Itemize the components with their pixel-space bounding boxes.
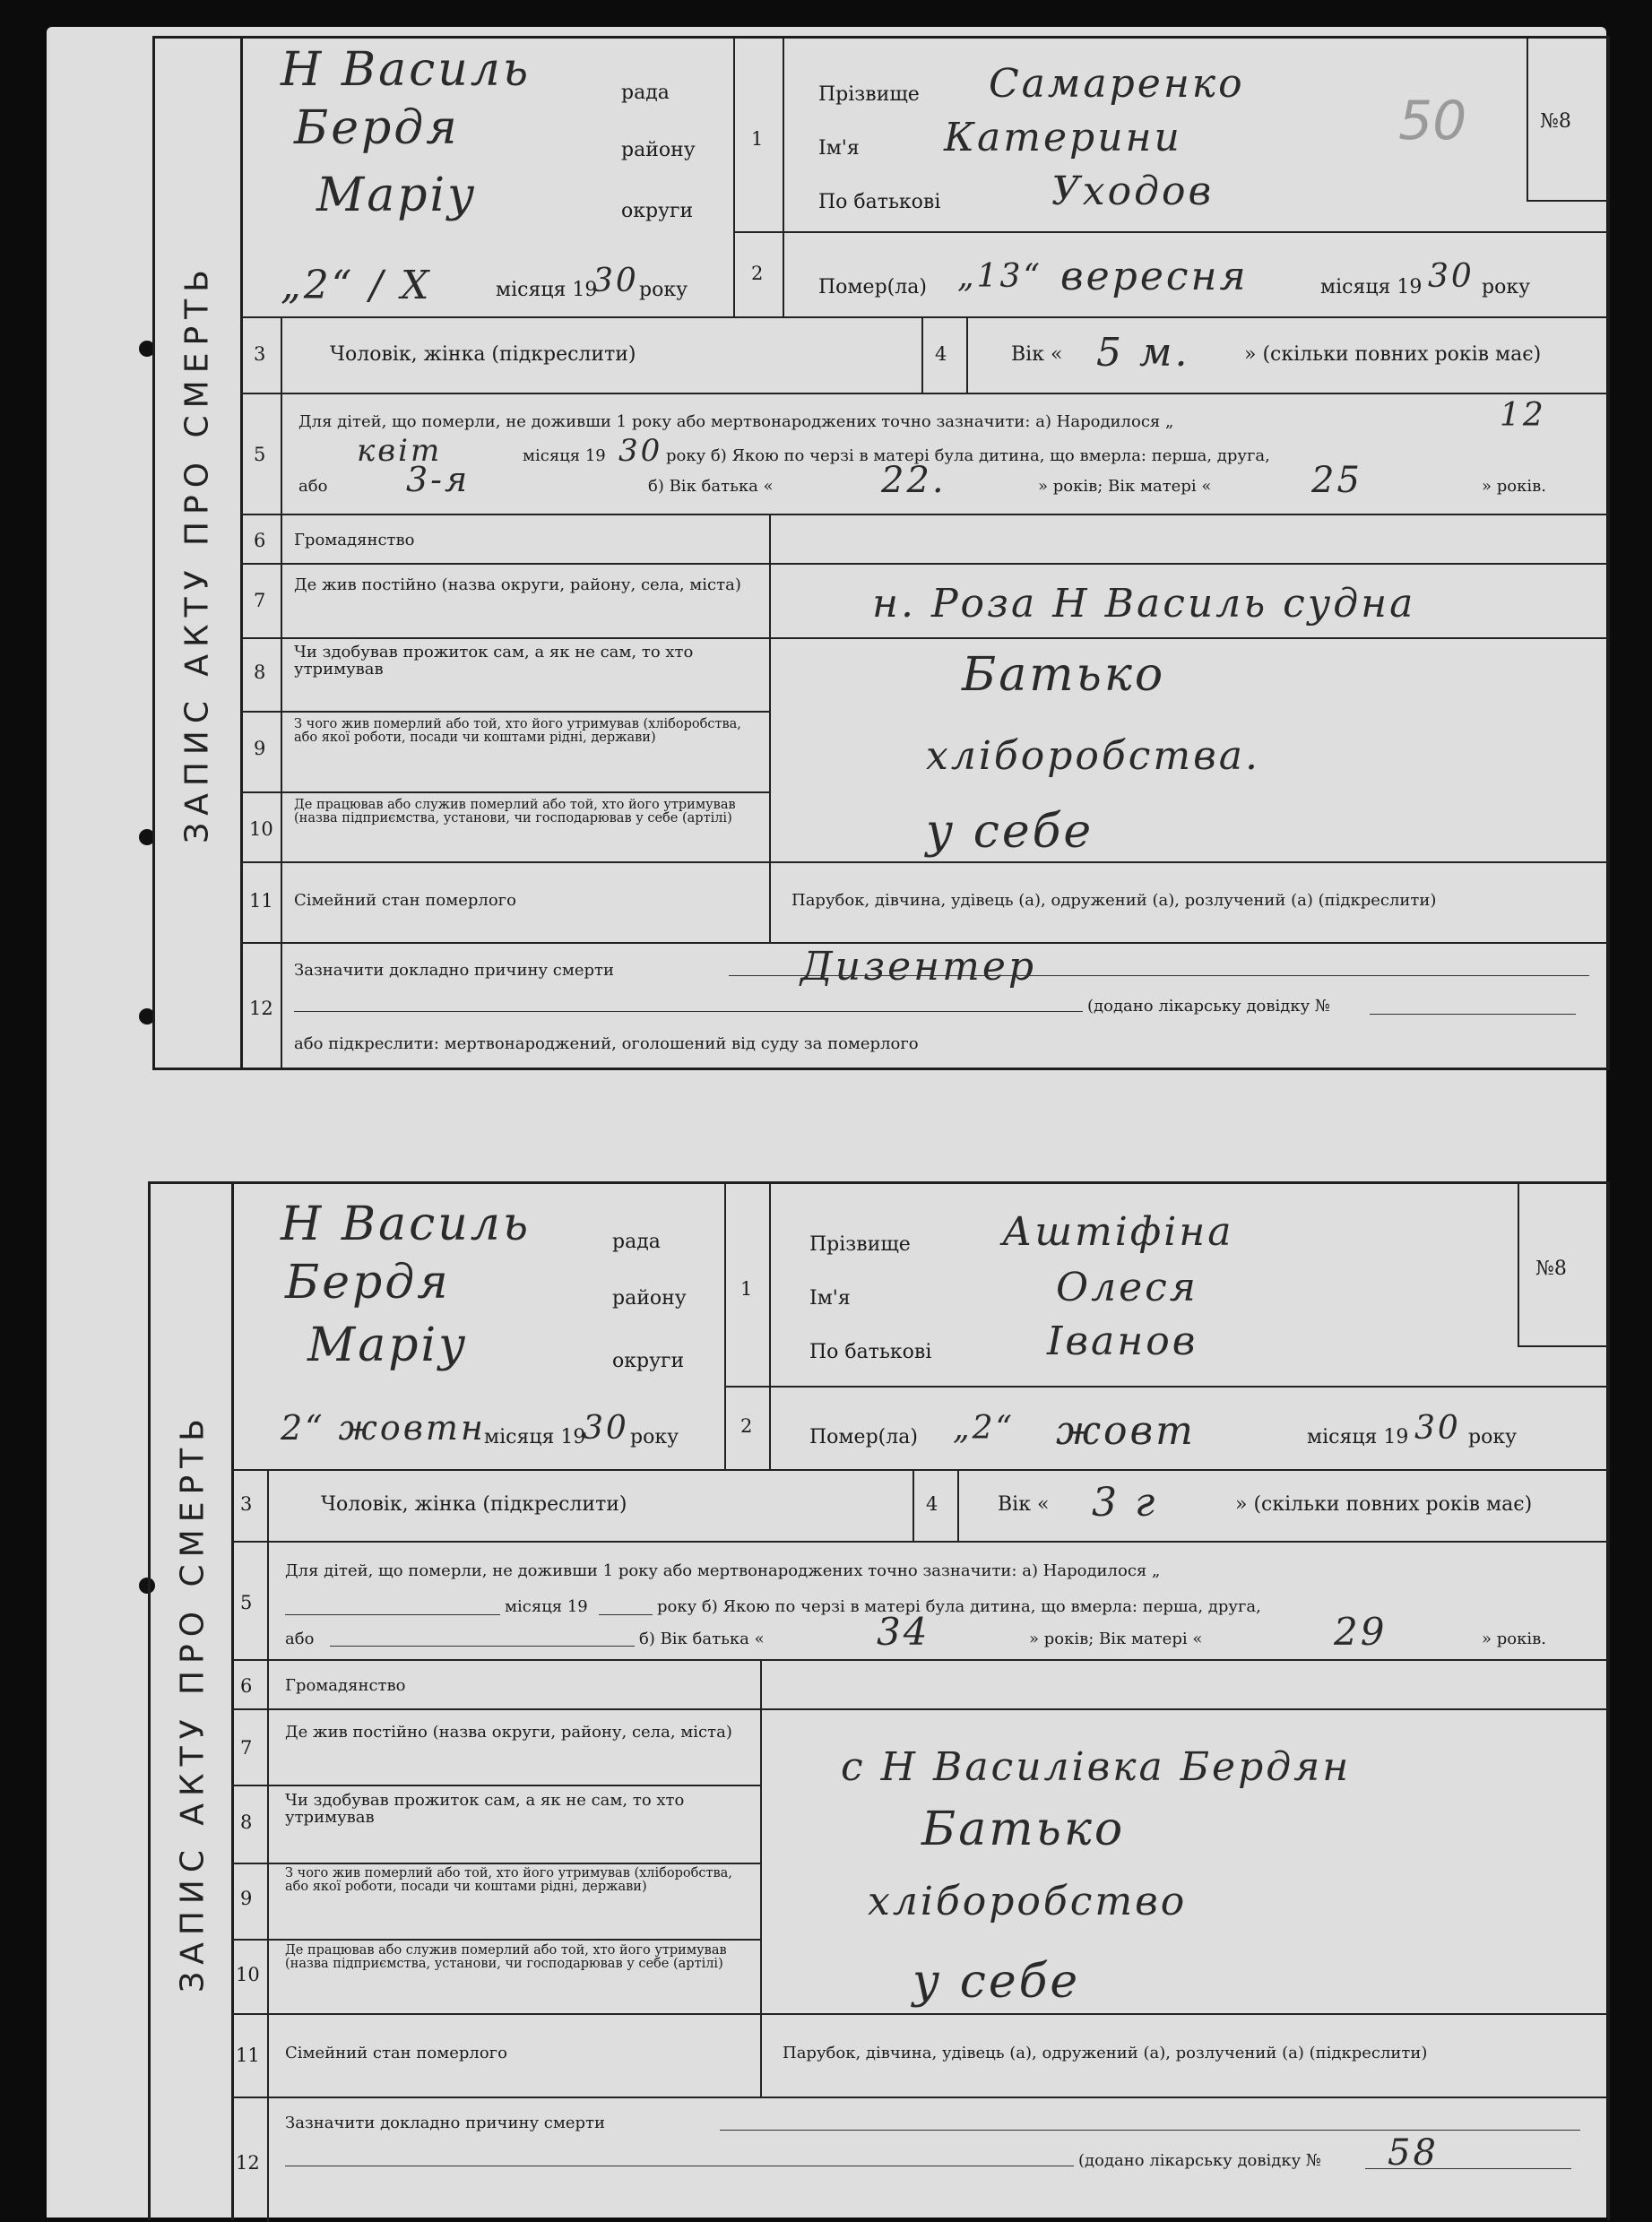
- name-value: Катерини: [944, 115, 1182, 160]
- year-label: року: [630, 1426, 679, 1448]
- died-month-label: місяця 19: [1320, 276, 1423, 298]
- residence-value: с Н Василівка Бердян: [841, 1744, 1352, 1790]
- district-value: Бердя: [294, 101, 460, 155]
- died-year: 30: [1414, 1410, 1461, 1447]
- cert-label: (додано лікарську довідку №: [1078, 2151, 1321, 2170]
- okrug-value: Маріу: [316, 169, 478, 222]
- stamp-number: 50: [1398, 90, 1467, 152]
- age-label: Вік «: [1011, 343, 1063, 366]
- registration-year: 30: [592, 263, 639, 299]
- died-year: 30: [1428, 258, 1475, 295]
- born-day: 12: [1500, 397, 1546, 434]
- father-age-label: б) Вік батька «: [648, 477, 774, 496]
- abo-label: або: [285, 1630, 315, 1648]
- father-age-label: б) Вік батька «: [639, 1630, 765, 1648]
- side-title: ЗАПИС АКТУ ПРО СМЕРТЬ: [178, 263, 216, 843]
- age-value: 3 г: [1092, 1480, 1158, 1526]
- years-end: » років.: [1482, 477, 1546, 496]
- header-number-value: 8: [1553, 1258, 1567, 1280]
- children-line-1: Для дітей, що померли, не доживши 1 року або мертвонароджених точно зазначити: а) Народилося „: [285, 1561, 1161, 1580]
- age-value: 5 м.: [1096, 330, 1190, 376]
- mother-age: 29: [1334, 1610, 1388, 1654]
- side-title-column: [151, 1184, 234, 2220]
- mother-age: 25: [1311, 460, 1362, 501]
- surname-value: Аштіфіна: [1002, 1209, 1234, 1255]
- surname-value: Самаренко: [989, 61, 1245, 107]
- village-value: Н Василь: [281, 1197, 532, 1251]
- district-value: Бердя: [285, 1256, 451, 1310]
- child-order: 3-я: [406, 460, 471, 499]
- age-suffix: » (скільки повних років має): [1244, 343, 1542, 366]
- cause-label: Зазначити докладно причину смерти: [285, 2114, 605, 2132]
- family-options: Парубок, дівчина, удівець (а), одружений (а), розлучений (а) (підкреслити): [783, 2044, 1428, 2062]
- name-label: Ім'я: [818, 137, 860, 160]
- workplace-value: у себе: [926, 805, 1094, 859]
- cert-value: 58: [1388, 2132, 1439, 2174]
- source-value: хліборобство: [868, 1879, 1188, 1924]
- source-value: хліборобства.: [926, 733, 1260, 779]
- died-day: „13“: [957, 258, 1042, 295]
- death-record-form-1: ЗАПИС АКТУ ПРО СМЕРТЬ Н Василь рада Бердя району Маріу округи „2“ / Х місяця 19 30 року 1 2 Прізвище Самаренко Ім'я Катерини По батькові Уходов №8 Помер(ла) „13“ вересня місяця 19 30 року 3 Чоловік, жінка (підкреслити) 4 Вік « 5 м. » (скільки повних років має) 5 Для дітей, що померли, не доживши 1 року або мертвонароджених точно зазначити: а) Народилося „ 12 квіт місяця 19 30 року б) Якою по черзі в матері була дитина, що вмерла: перша, друга, або 3-я б) Вік батька « 22. » років; Вік матері « 25 » років. 6 Громадянство 7 Де жив постійно (назва округи, району, села, міста) н. Роза Н Василь судна 8 Чи здобував прожиток сам, а як не сам, то хто утримував Батько 9 З чого жив померлий або той, хто його утримував (хліборобства, або якої роботи, посади чи коштами рідні, держави) хліборобства. 10 Де працював або служив померлий або той, хто його утримував (назва підприємства, установи, чи господарював у себе (артілі) у себе 11 Сімейний стан померлого Парубок, дівчина, удівець (а), одружений (а), розлучений (а) (підкреслити) 12 Зазначити докладно причину смерти Дизентер (додано лікарську довідку № або підкреслити: мертвонароджений, оголошений від суду за померлого: [152, 36, 1610, 1070]
- livelihood-label: Чи здобував прожиток сам, а як не сам, то хто утримував: [285, 1791, 685, 1827]
- sex-options: Чоловік, жінка (підкреслити): [321, 1493, 627, 1516]
- registration-date: „2“ / Х: [281, 263, 432, 308]
- citizenship-label: Громадянство: [285, 1676, 406, 1695]
- cert-label: (додано лікарську довідку №: [1087, 997, 1330, 1016]
- okrug-label: округи: [612, 1350, 685, 1372]
- name-value: Олеся: [1056, 1265, 1198, 1310]
- workplace-label: Де працював або служив померлий або той, хто його утримував (назва підприємства, установи, чи господарював у себе (артілі): [294, 798, 736, 826]
- died-label: Помер(ла): [809, 1426, 918, 1448]
- family-label: Сімейний стан померлого: [285, 2044, 507, 2062]
- children-line-1: Для дітей, що померли, не доживши 1 року або мертвонароджених точно зазначити: а) Народилося „: [298, 412, 1174, 431]
- residence-value: н. Роза Н Василь судна: [872, 581, 1416, 627]
- side-title: ЗАПИС АКТУ ПРО СМЕРТЬ: [174, 1412, 212, 1993]
- children-line-2: року б) Якою по черзі в матері була дитина, що вмерла: перша, друга,: [657, 1597, 1261, 1616]
- patronymic-value: Іванов: [1047, 1319, 1198, 1364]
- death-record-form-2: ЗАПИС АКТУ ПРО СМЕРТЬ Н Василь рада Бердя району Маріу округи 2“ жовтн місяця 19 30 року 1 2 Прізвище Аштіфіна Ім'я Олеся По батькові Іванов №8 Помер(ла) „2“ жовт місяця 19 30 року 3 Чоловік, жінка (підкреслити) 4 Вік « 3 г » (скільки повних років має) 5 Для дітей, що померли, не доживши 1 року або мертвонароджених точно зазначити: а) Народилося „ місяця 19 року б) Якою по черзі в матері була дитина, що вмерла: перша, друга, або б) Вік батька « 34 » років; Вік матері « 29 » років. 6 Громадянство 7 Де жив постійно (назва округи, району, села, міста) с Н Василівка Бердян 8 Чи здобував прожиток сам, а як не сам, то хто утримував Батько 9 З чого жив померлий або той, хто його утримував (хліборобства, або якої роботи, посади чи коштами рідні, держави) хліборобство 10 Де працював або служив померлий або той, хто його утримував (назва підприємства, установи, чи господарював у себе (артілі) у себе 11 Сімейний стан померлого Парубок, дівчина, удівець (а), одружений (а), розлучений (а) (підкреслити) 12 Зазначити докладно причину смерти (додано лікарську довідку № 58: [148, 1181, 1610, 2220]
- livelihood-value: Батько: [921, 1803, 1126, 1856]
- header-number-value: 8: [1558, 110, 1571, 133]
- village-value: Н Василь: [281, 43, 532, 97]
- died-year-label: року: [1468, 1426, 1518, 1448]
- livelihood-label: Чи здобував прожиток сам, а як не сам, то хто утримував: [294, 643, 694, 679]
- family-options: Парубок, дівчина, удівець (а), одружений (а), розлучений (а) (підкреслити): [791, 891, 1437, 910]
- died-month: вересня: [1060, 254, 1249, 299]
- year-label: року: [639, 279, 688, 301]
- rada-label: рада: [612, 1231, 661, 1253]
- cause-label: Зазначити докладно причину смерти: [294, 961, 614, 980]
- died-year-label: року: [1482, 276, 1531, 298]
- name-label: Ім'я: [809, 1287, 851, 1310]
- header-number-label: №: [1540, 110, 1559, 133]
- patronymic-label: По батькові: [818, 191, 941, 213]
- registration-date: 2“ жовтн: [281, 1408, 486, 1448]
- died-month: жовт: [1056, 1408, 1196, 1454]
- family-label: Сімейний стан померлого: [294, 891, 516, 910]
- born-month: квіт: [357, 433, 443, 469]
- source-label: З чого жив померлий або той, хто його утримував (хліборобства, або якої роботи, посади чи коштами рідні, держави): [294, 717, 741, 745]
- okrug-value: Маріу: [307, 1319, 469, 1372]
- month-label: місяця 19: [484, 1426, 586, 1448]
- cause-value: Дизентер: [800, 944, 1037, 990]
- side-title-column: [155, 39, 243, 1068]
- raion-label: району: [612, 1287, 687, 1310]
- raion-label: району: [621, 139, 696, 161]
- mother-age-label: » років; Вік матері «: [1029, 1630, 1203, 1648]
- died-label: Помер(ла): [818, 276, 927, 298]
- born-month-label: місяця 19: [505, 1597, 588, 1616]
- patronymic-value: Уходов: [1051, 169, 1215, 214]
- registration-year: 30: [583, 1410, 629, 1447]
- month-label: місяця 19: [496, 279, 598, 301]
- born-year: 30: [618, 433, 663, 469]
- mother-age-label: » років; Вік матері «: [1038, 477, 1212, 496]
- citizenship-label: Громадянство: [294, 531, 415, 549]
- header-number-label: №: [1535, 1258, 1554, 1280]
- children-line-2: року б) Якою по черзі в матері була дитина, що вмерла: перша, друга,: [666, 446, 1270, 465]
- age-suffix: » (скільки повних років має): [1235, 1493, 1533, 1516]
- patronymic-label: По батькові: [809, 1341, 932, 1363]
- okrug-label: округи: [621, 200, 694, 222]
- abo-label: або: [298, 477, 328, 496]
- died-month-label: місяця 19: [1307, 1426, 1409, 1448]
- workplace-label: Де працював або служив померлий або той, хто його утримував (назва підприємства, установи, чи господарював у себе (артілі): [285, 1943, 727, 1971]
- father-age: 34: [877, 1610, 930, 1654]
- age-label: Вік «: [998, 1493, 1050, 1516]
- residence-label: Де жив постійно (назва округи, району, села, міста): [285, 1723, 732, 1742]
- surname-label: Прізвище: [818, 83, 920, 106]
- died-day: „2“: [953, 1410, 1015, 1447]
- source-label: З чого жив померлий або той, хто його утримував (хліборобства, або якої роботи, посади чи коштами рідні, держави): [285, 1866, 732, 1894]
- years-end: » років.: [1482, 1630, 1546, 1648]
- father-age: 22.: [881, 460, 947, 501]
- stillborn-label: або підкреслити: мертвонароджений, оголошений від суду за померлого: [294, 1034, 919, 1053]
- residence-label: Де жив постійно (назва округи, району, села, міста): [294, 575, 741, 594]
- sex-options: Чоловік, жінка (підкреслити): [330, 343, 636, 366]
- born-month-label: місяця 19: [523, 446, 606, 465]
- workplace-value: у себе: [912, 1955, 1081, 2009]
- surname-label: Прізвище: [809, 1233, 911, 1256]
- rada-label: рада: [621, 82, 670, 104]
- livelihood-value: Батько: [962, 648, 1166, 702]
